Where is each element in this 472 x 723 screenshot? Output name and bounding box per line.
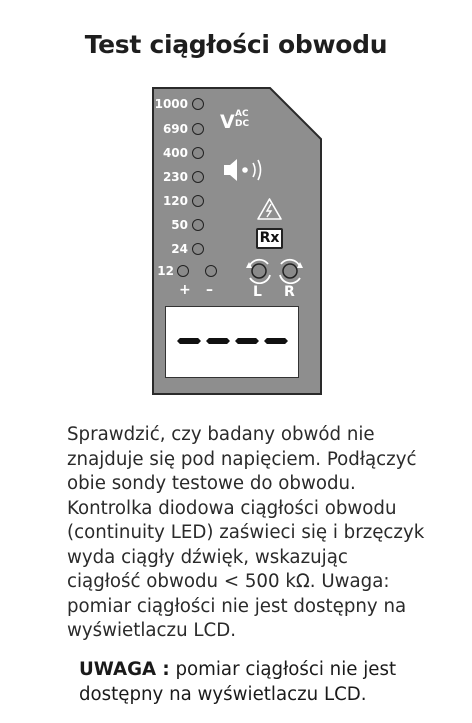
voltage-led-24 (192, 243, 204, 255)
plus-label: + (179, 282, 191, 298)
buzzer-icon (222, 156, 270, 184)
lcd-dash-segment (206, 338, 230, 344)
voltage-led-1000 (192, 98, 204, 110)
voltage-label-400: 400 (162, 146, 188, 160)
minus-label: – (206, 282, 213, 298)
note-text: pomiar ciągłości nie jest dostępny na wyświetlaczu LCD. (79, 659, 397, 705)
voltage-led-50 (192, 219, 204, 231)
volt-symbol: V (220, 111, 235, 133)
note-paragraph (79, 657, 459, 707)
page-title: Test ciągłości obwodu (84, 30, 388, 59)
ac-label: AC (235, 109, 249, 119)
lcd-display (165, 306, 299, 378)
voltage-label-12: 12 (157, 264, 174, 278)
led-minus (205, 265, 217, 277)
dc-label: DC (235, 119, 250, 129)
voltage-label-24: 24 (171, 242, 188, 256)
voltage-led-400 (192, 147, 204, 159)
r-label: R (284, 284, 295, 300)
lcd-dash-segment (235, 338, 259, 344)
led-plus (177, 265, 189, 277)
instruction-paragraph: Sprawdzić, czy badany obwód nie znajduje się pod napięciem. Podłączyć obie sondy testowe do obwodu. Kontrolka diodowa ciągłości obwodu (continuity LED) zaświeci się i brzęczyk wyda ciągły dźwięk, wskazując ciągłość obwodu < 500 kΩ. Uwaga: pomiar ciągłości nie jest dostępny na wyświetlaczu LCD. (67, 424, 425, 641)
note-label: UWAGA : (79, 659, 170, 680)
tester-front-panel (152, 87, 322, 395)
voltage-led-230 (192, 171, 204, 183)
lcd-dash-segment (264, 338, 288, 344)
voltage-label-1000: 1000 (154, 97, 188, 111)
voltage-label-230: 230 (162, 170, 188, 184)
lcd-dash-segment (177, 338, 201, 344)
high-voltage-warning-icon (256, 197, 283, 221)
l-label: L (253, 284, 262, 300)
voltage-label-690: 690 (162, 122, 188, 136)
voltage-led-690 (192, 123, 204, 135)
voltage-led-120 (192, 195, 204, 207)
rx-continuity-symbol: Rx (256, 228, 283, 249)
rotation-indicator-icons (244, 258, 308, 284)
voltage-label-120: 120 (162, 194, 188, 208)
voltage-label-50: 50 (171, 218, 188, 232)
